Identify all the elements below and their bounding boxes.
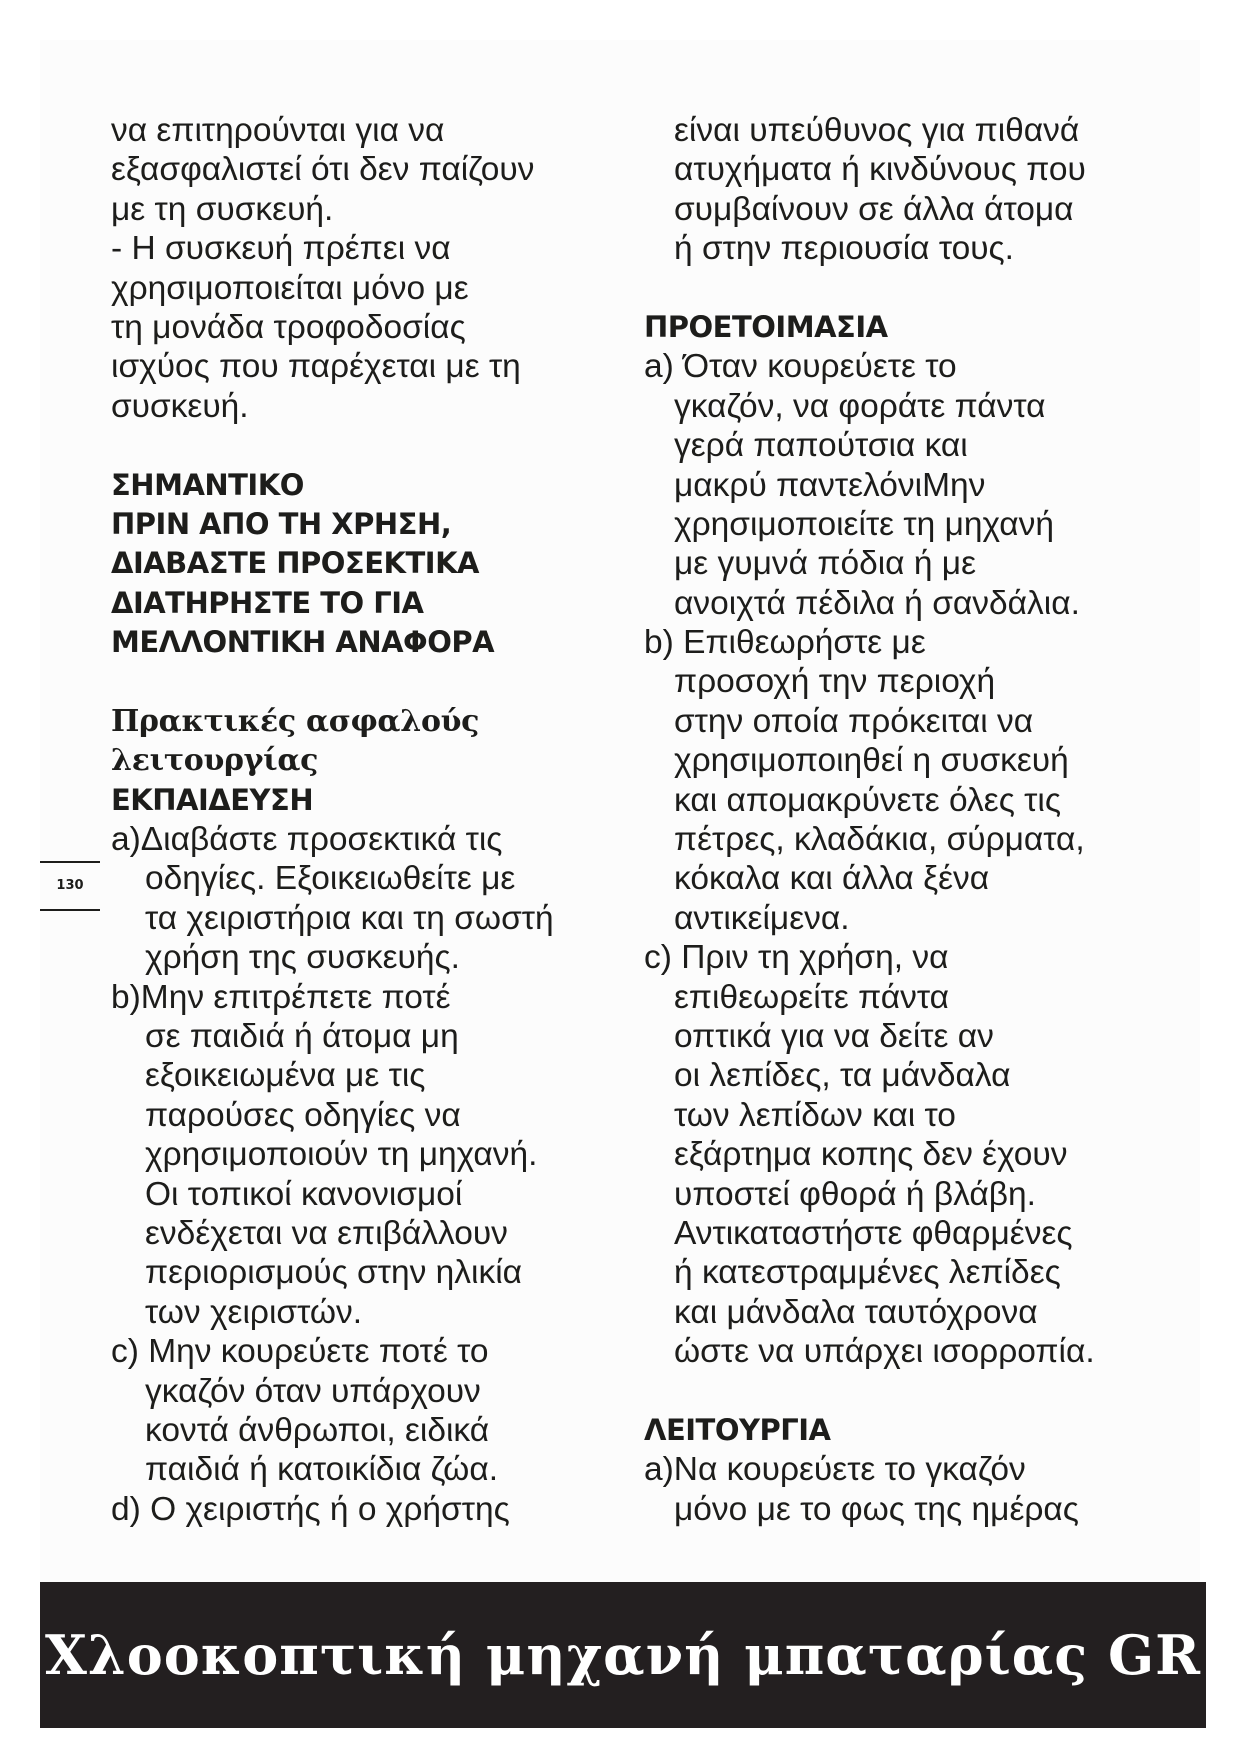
text-line: ανοιχτά πέδιλα ή σανδάλια. xyxy=(674,584,1080,622)
text-line: a) Όταν κουρεύετε το xyxy=(644,348,957,386)
heading-line: ΔΙΑΒΑΣΤΕ ΠΡΟΣΕΚΤΙΚΑ xyxy=(111,546,479,581)
heading-line: ΔΙΑΤΗΡΗΣΤΕ ΤΟ ΓΙΑ xyxy=(111,585,424,620)
text-line: κόκαλα και άλλα ξένα xyxy=(674,860,990,898)
text-line: των χειριστών. xyxy=(145,1293,363,1331)
text-line: να επιτηρούνται για να xyxy=(111,112,445,149)
text-line: - Η συσκευή πρέπει να xyxy=(111,230,451,268)
text-line: με τη συσκευή. xyxy=(111,190,334,228)
text-line: a)Να κουρεύετε το γκαζόν xyxy=(644,1451,1026,1489)
prep-item-b xyxy=(644,623,1144,938)
text-line: ή κατεστραμμένες λεπίδες xyxy=(674,1254,1061,1292)
prep-item-a xyxy=(644,347,1144,623)
list-item-b xyxy=(111,978,631,1333)
heading-line: ΠΡΙΝ ΑΠΟ ΤΗ ΧΡΗΣΗ, xyxy=(111,506,452,541)
prep-item-c xyxy=(644,938,1144,1371)
text-line: προσοχή την περιοχή xyxy=(674,663,996,701)
text-line: αντικείμενα. xyxy=(674,899,850,937)
heading-line: Πρακτικές ασφαλούς xyxy=(111,703,480,739)
text-line: οι λεπίδες, τα μάνδαλα xyxy=(674,1057,1011,1095)
training-heading: ΕΚΠΑΙΔΕΥΣΗ xyxy=(111,782,314,817)
text-line: οπτικά για να δείτε αν xyxy=(674,1017,994,1055)
important-heading xyxy=(111,466,631,663)
text-line: συμβαίνουν σε άλλα άτομα xyxy=(674,190,1074,228)
text-line: των λεπίδων και το xyxy=(674,1096,956,1134)
right-intro-text xyxy=(644,111,1144,269)
right-column xyxy=(644,111,1144,1529)
text-line: c) Μην κουρεύετε ποτέ το xyxy=(111,1333,489,1371)
text-line: επιθεωρείτε πάντα xyxy=(674,978,950,1016)
operation-item-a xyxy=(644,1450,1144,1529)
footer-title: Χλοοκοπτική μηχανή μπαταρίας GR xyxy=(45,1623,1201,1687)
text-line: b) Επιθεωρήστε με xyxy=(644,624,926,662)
text-line: εξάρτημα κοπης δεν έχουν xyxy=(674,1136,1068,1174)
text-line: γκαζόν όταν υπάρχουν xyxy=(145,1372,481,1410)
heading-line: λειτουργίας xyxy=(111,743,319,779)
text-line: τη μονάδα τροφοδοσίας xyxy=(111,308,466,346)
heading-line: ΜΕΛΛΟΝΤΙΚΗ ΑΝΑΦΟΡΑ xyxy=(111,625,495,660)
text-line: συσκευή. xyxy=(111,387,249,425)
text-line: ισχύος που παρέχεται με τη xyxy=(111,348,521,386)
safety-heading xyxy=(111,702,631,781)
page-number: 130 xyxy=(40,861,100,911)
text-line: με γυμνά πόδια ή με xyxy=(674,545,977,583)
text-line: και απομακρύνετε όλες τις xyxy=(674,781,1062,819)
left-column xyxy=(111,111,631,1529)
footer-bar xyxy=(40,1582,1206,1728)
text-line: μακρύ παντελόνιΜην xyxy=(674,466,986,504)
text-line: σε παιδιά ή άτομα μη xyxy=(145,1017,459,1055)
text-line: χρήση της συσκευής. xyxy=(145,939,460,977)
text-line: χρησιμοποιούν τη μηχανή. xyxy=(145,1136,538,1174)
text-line: ατυχήματα ή κινδύνους που xyxy=(674,151,1086,189)
text-line: είναι υπεύθυνος για πιθανά xyxy=(674,112,1080,149)
text-line: c) Πριν τη χρήση, να xyxy=(644,939,949,977)
operation-heading: ΛΕΙΤΟΥΡΓΙΑ xyxy=(644,1412,831,1447)
list-item-c xyxy=(111,1332,631,1490)
text-line: μόνο με το φως της ημέρας xyxy=(674,1490,1079,1528)
text-line: χρησιμοποιηθεί η συσκευή xyxy=(674,742,1069,780)
text-line: κοντά άνθρωποι, ειδικά xyxy=(145,1411,490,1449)
text-line: παιδιά ή κατοικίδια ζώα. xyxy=(145,1451,499,1489)
list-item-a xyxy=(111,820,631,978)
list-item-d xyxy=(111,1490,631,1529)
text-line: οδηγίες. Εξοικειωθείτε με xyxy=(145,860,516,898)
text-line: Οι τοπικοί κανονισμοί xyxy=(145,1175,463,1213)
text-line: ενδέχεται να επιβάλλουν xyxy=(145,1214,508,1252)
heading-line: ΣΗΜΑΝΤΙΚΟ xyxy=(111,467,304,502)
text-line: χρησιμοποιείτε τη μηχανή xyxy=(674,505,1054,543)
text-line: παρούσες οδηγίες να xyxy=(145,1096,461,1134)
text-line: γκαζόν, να φοράτε πάντα xyxy=(674,387,1046,425)
text-line: και μάνδαλα ταυτόχρονα xyxy=(674,1293,1038,1331)
text-line: χρησιμοποιείται μόνο με xyxy=(111,269,469,307)
text-line: a)Διαβάστε προσεκτικά τις xyxy=(111,821,503,859)
text-line: τα χειριστήρια και τη σωστή xyxy=(145,899,554,937)
text-line: εξασφαλιστεί ότι δεν παίζουν xyxy=(111,151,535,189)
left-intro-text xyxy=(111,111,631,426)
text-line: υποστεί φθορά ή βλάβη. xyxy=(674,1175,1036,1213)
text-line: εξοικειωμένα με τις xyxy=(145,1057,426,1095)
preparation-heading: ΠΡΟΕΤΟΙΜΑΣΙΑ xyxy=(644,309,888,344)
text-line: στην οποία πρόκειται να xyxy=(674,702,1034,740)
text-line: ώστε να υπάρχει ισορροπία. xyxy=(674,1333,1095,1371)
text-line: b)Μην επιτρέπετε ποτέ xyxy=(111,978,451,1016)
text-line: d) Ο χειριστής ή ο χρήστης xyxy=(111,1490,510,1528)
text-line: περιορισμούς στην ηλικία xyxy=(145,1254,523,1292)
text-line: γερά παπούτσια και xyxy=(674,427,968,465)
text-line: ή στην περιουσία τους. xyxy=(674,230,1014,268)
text-line: πέτρες, κλαδάκια, σύρματα, xyxy=(674,821,1085,859)
text-line: Αντικαταστήστε φθαρμένες xyxy=(674,1214,1073,1252)
